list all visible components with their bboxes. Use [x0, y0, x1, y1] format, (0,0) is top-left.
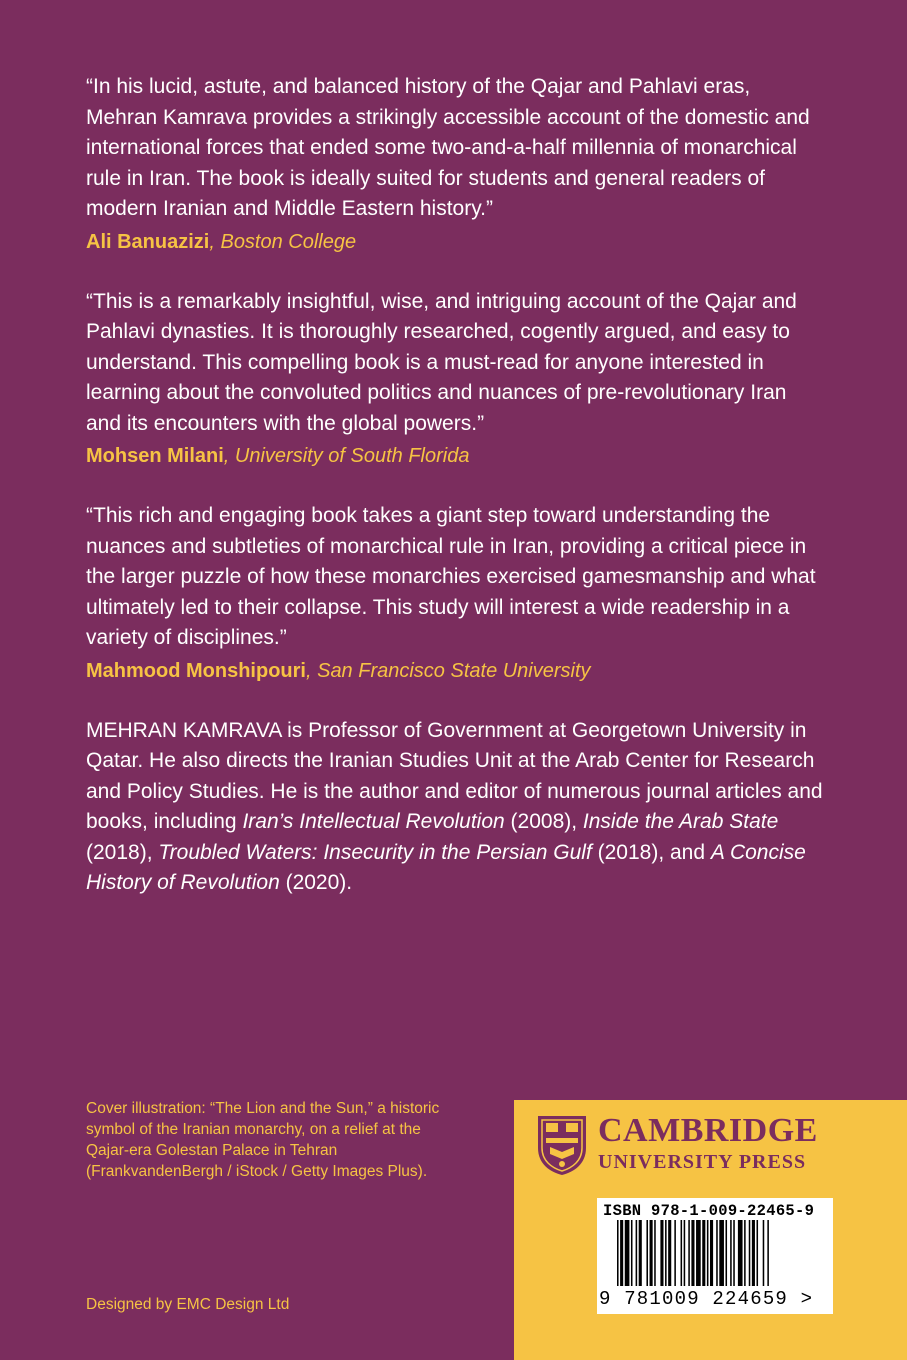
- barcode-bar: [631, 1220, 633, 1286]
- barcode-bar: [744, 1220, 746, 1286]
- quote-affiliation: , University of South Florida: [223, 445, 470, 467]
- barcode-bar: [707, 1220, 709, 1286]
- bio-text: (2008),: [504, 810, 583, 833]
- barcode-bar: [688, 1220, 690, 1286]
- quote-affiliation: , Boston College: [209, 230, 357, 253]
- quote-text: “In his lucid, astute, and balanced history of the Qajar and Pahlavi eras, Mehran Kamrava provides a strikingly accessible account of the domestic and international forces that ended some two-and-a-half millennia of monarchical rule in Iran. The book is ideally suited for students and general readers of modern Iranian and Middle Eastern history.”: [86, 75, 810, 220]
- quote-attribution: [86, 227, 826, 257]
- barcode-bar: [639, 1220, 642, 1286]
- barcode-bar: [665, 1220, 667, 1286]
- bio-text: (2018), and: [591, 840, 711, 864]
- quote-affiliation: , San Francisco State University: [305, 659, 591, 682]
- bio-text: MEHRAN KAMRAVA is Professor of Government at Georgetown University in Qatar. He also directs the Iranian Studies Unit at the Arab Center for Research and Policy Studies. He is the author and editor of numerous journal articles and books, including: [86, 718, 823, 833]
- quote-author: Mahmood Monshipouri: [86, 659, 306, 682]
- barcode-bar: [617, 1220, 619, 1286]
- quote-block-3: [86, 501, 826, 686]
- barcode-bar: [719, 1220, 724, 1286]
- barcode-bar: [654, 1220, 656, 1286]
- bio-text: (2018),: [86, 840, 159, 864]
- barcode-bar: [674, 1220, 676, 1286]
- barcode-bar: [696, 1220, 701, 1286]
- barcode-bar: [650, 1220, 653, 1286]
- book-title: Inside the Arab State: [582, 810, 779, 833]
- barcode-bar: [726, 1220, 728, 1286]
- barcode-bar: [738, 1220, 743, 1286]
- author-bio: [86, 716, 826, 899]
- publisher-name-line1: CAMBRIDGE: [598, 1112, 818, 1149]
- quote-text: “This rich and engaging book takes a giant step toward understanding the nuances and subtleties of monarchical rule in Iran, providing a critical piece in the larger puzzle of how these monarchies exercised gamesmanship and what ultimately led to their collapse. This study will interest a wide readership in a variety of disciplines.”: [86, 504, 816, 649]
- barcode-bar: [757, 1220, 759, 1286]
- isbn-barcode: [597, 1198, 833, 1314]
- quote-text: “This is a remarkably insightful, wise, and intriguing account of the Qajar and Pahlavi dynasties. It is thoroughly researched, cogently argued, and easy to understand. This compelling book is a must-read for anyone interested in learning about the convoluted politics and nuances of pre-revolutionary Iran and its encounters with the global powers.”: [86, 289, 797, 435]
- book-title: Troubled Waters: Insecurity in the Persian Gulf: [158, 840, 592, 864]
- barcode-bar: [767, 1220, 769, 1286]
- book-title: A Concise History of Revolution: [86, 840, 806, 894]
- quote-author: Ali Banuazizi: [86, 230, 210, 253]
- barcode-bar: [660, 1220, 663, 1286]
- barcode-bar: [636, 1220, 638, 1286]
- cambridge-shield-icon: [536, 1114, 588, 1176]
- publisher-name: [598, 1114, 818, 1174]
- book-title: Iran’s Intellectual Revolution: [242, 810, 505, 833]
- cover-credit: Cover illustration: “The Lion and the Sun,” a historic symbol of the Iranian monarchy, on a relief at the Qajar-era Golestan Palace in Tehran (FrankvandenBergh / iStock / Getty Images Plus).: [86, 1100, 440, 1180]
- barcode-bar: [752, 1220, 755, 1286]
- barcode-bar: [646, 1220, 648, 1286]
- barcode-bar: [749, 1220, 751, 1286]
- barcode-bar: [710, 1220, 713, 1286]
- quote-block-2: [86, 287, 826, 472]
- quote-attribution: [86, 656, 826, 686]
- barcode-bar: [625, 1220, 630, 1286]
- barcode-bars: [597, 1220, 833, 1288]
- barcode-bar: [763, 1220, 765, 1286]
- barcode-bar: [684, 1220, 686, 1286]
- isbn-digits: 9 781009 224659 >: [599, 1288, 814, 1310]
- bio-text: (2020).: [279, 871, 353, 894]
- barcode-bar: [691, 1220, 694, 1286]
- quote-block-1: [86, 72, 826, 257]
- isbn-label: ISBN 978-1-009-22465-9: [603, 1202, 815, 1220]
- publisher-name-line2: UNIVERSITY PRESS: [598, 1151, 807, 1173]
- endorsements: [86, 72, 826, 920]
- barcode-bar: [681, 1220, 683, 1286]
- quote-attribution: [86, 441, 826, 471]
- barcode-bar: [620, 1220, 623, 1286]
- barcode-bar: [716, 1220, 718, 1286]
- barcode-bar: [668, 1220, 671, 1286]
- barcode-bar: [702, 1220, 705, 1286]
- barcode-bar: [733, 1220, 735, 1286]
- designer-credit: Designed by EMC Design Ltd: [86, 1296, 290, 1313]
- barcode-bar: [730, 1220, 732, 1286]
- publisher-panel: [514, 1100, 907, 1360]
- quote-author: Mohsen Milani: [86, 445, 224, 467]
